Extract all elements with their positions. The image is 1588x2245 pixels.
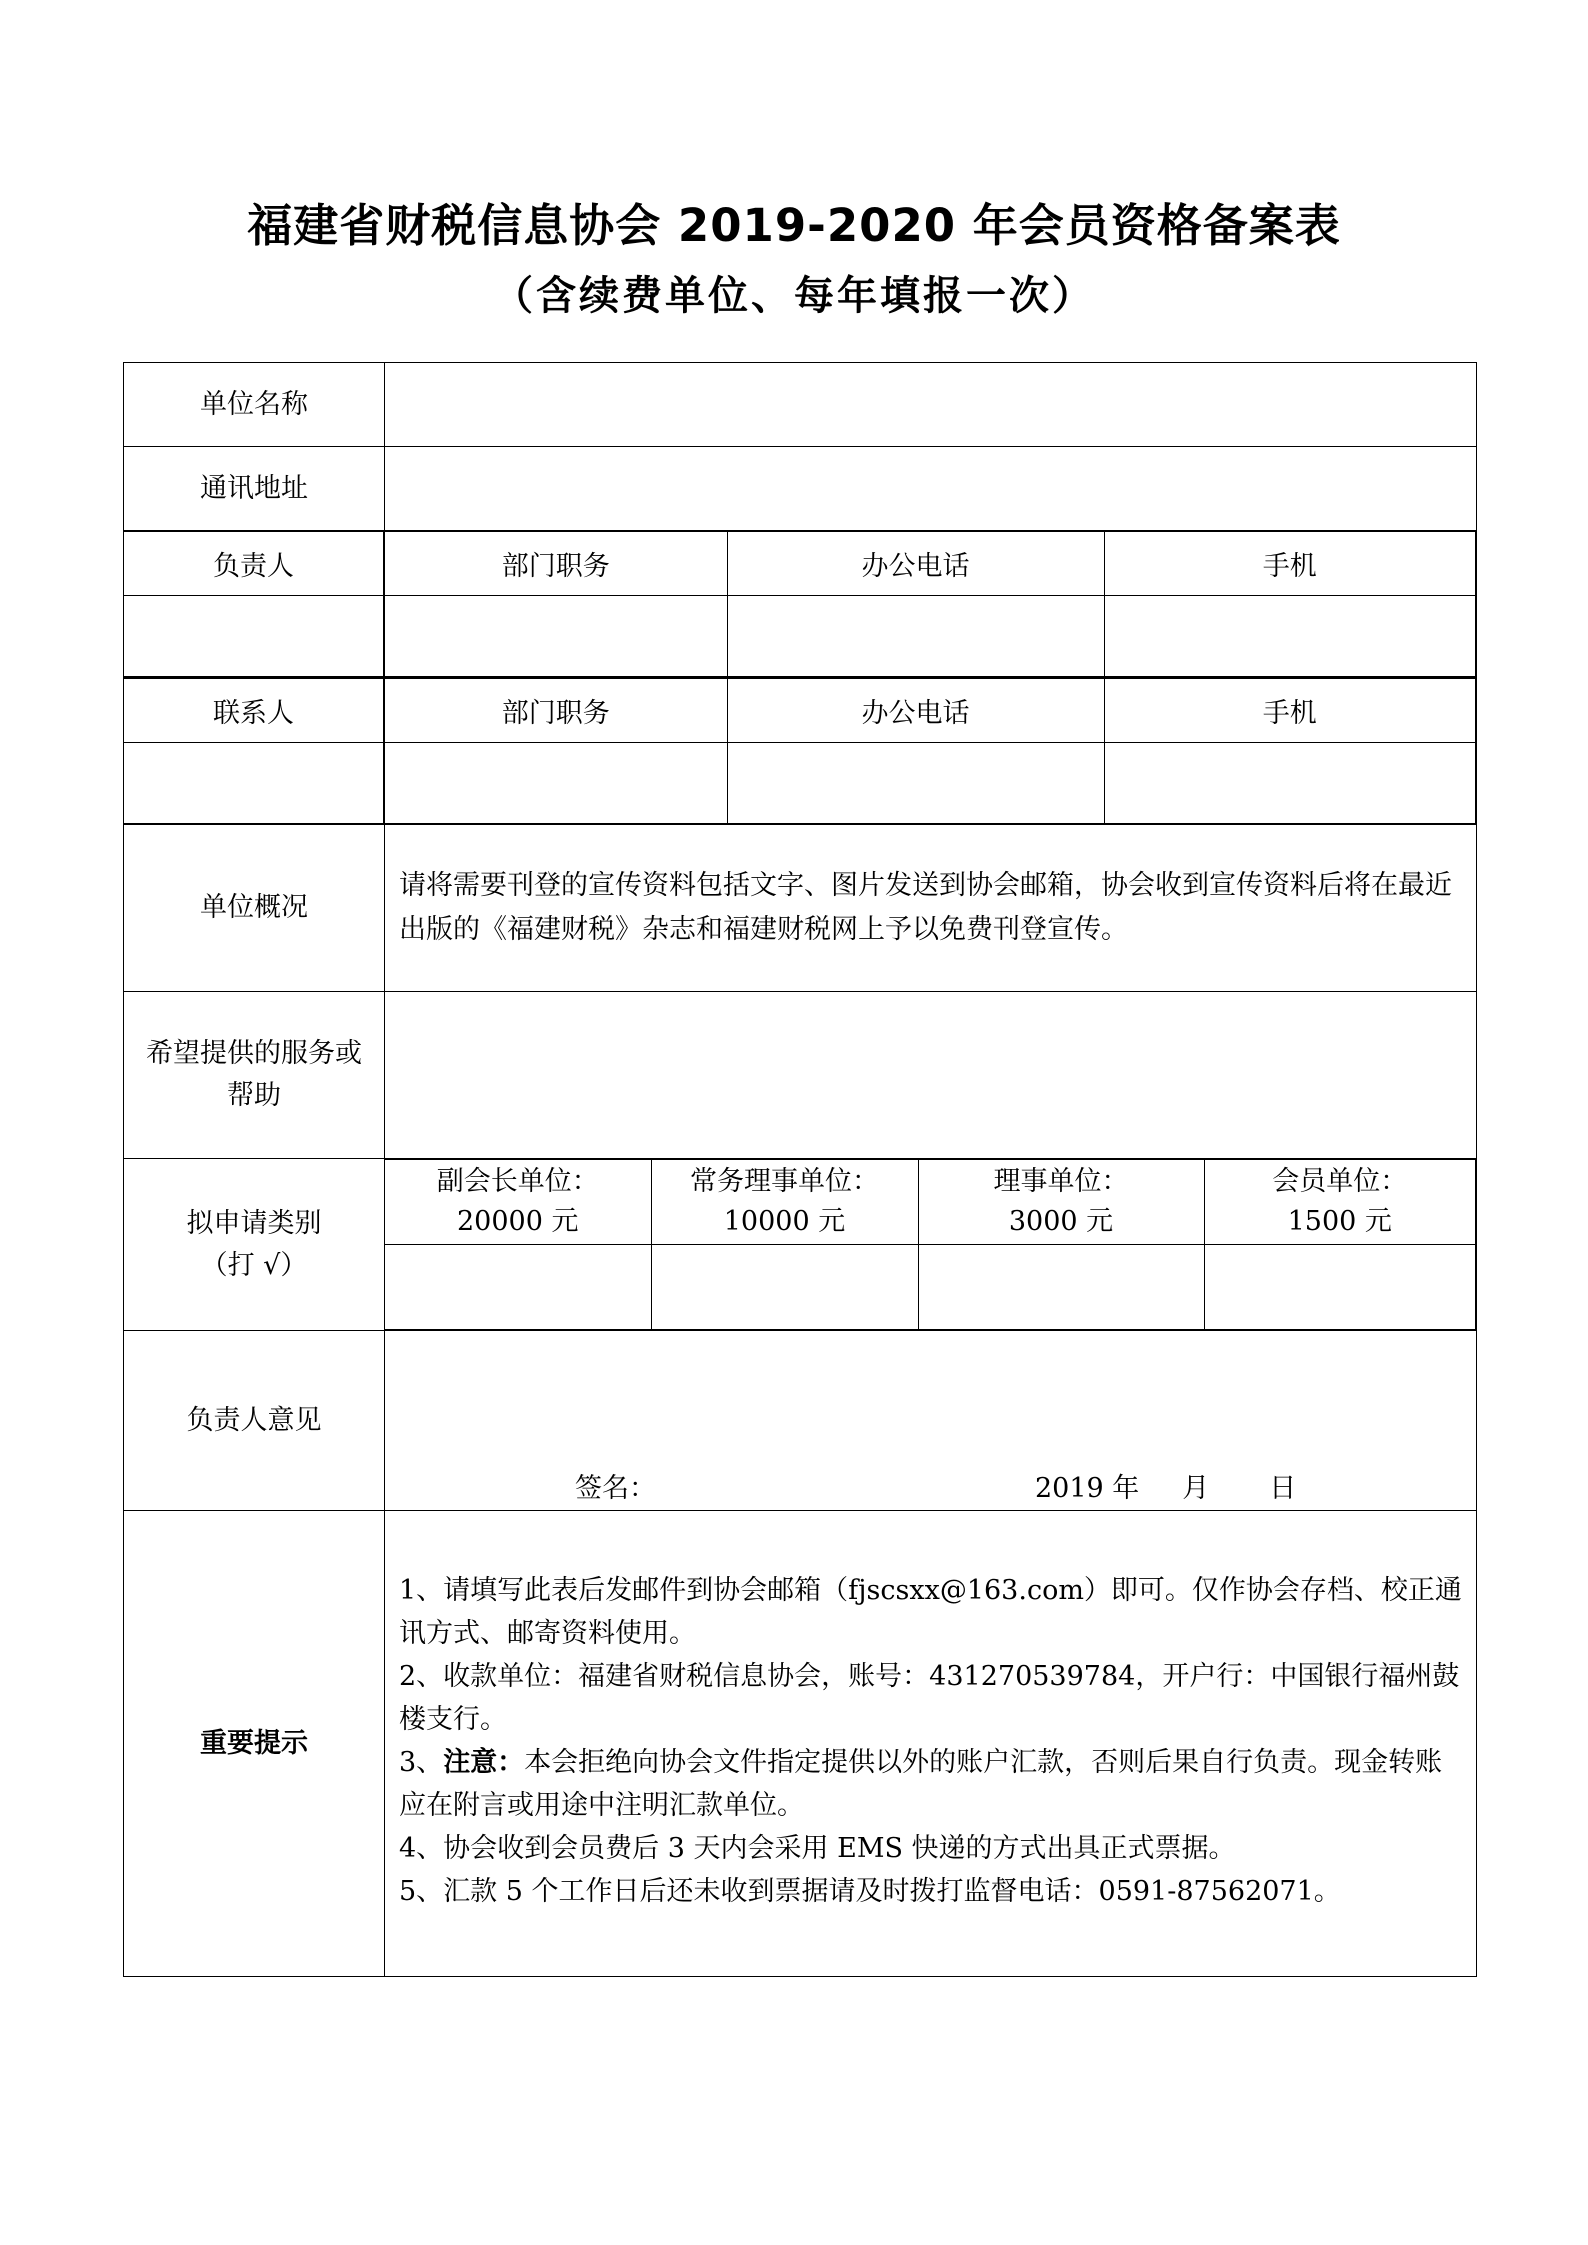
leader-name-field[interactable]: [124, 596, 384, 677]
unit-name-label: 单位名称: [124, 363, 385, 447]
tip-item: 5、汇款 5 个工作日后还未收到票据请及时拨打监督电话：0591-87562071。: [399, 1876, 1341, 1907]
category-option-member: [1204, 1160, 1476, 1245]
category-label-line1: 拟申请类别: [186, 1207, 322, 1239]
tip-item: 4、协会收到会员费后 3 天内会采用 EMS 快递的方式出具正式票据。: [399, 1833, 1236, 1864]
category-option-name: 常务理事单位：: [690, 1166, 879, 1197]
contact-mobile-field[interactable]: [1104, 743, 1476, 824]
leader-mobile-label: 手机: [1104, 532, 1476, 596]
leader-info-table: [385, 531, 1476, 677]
tip-item: 2、收款单位：福建省财税信息协会，账号：431270539784，开户行：中国银行福州鼓楼支行。: [399, 1661, 1460, 1735]
tip-item: 1、请填写此表后发邮件到协会邮箱（fjscsxx@163.com）即可。仅作协会存档、校正通讯方式、邮寄资料使用。: [399, 1575, 1462, 1649]
category-option-name: 理事单位：: [993, 1166, 1129, 1197]
page-title: 福建省财税信息协会 2019-2020 年会员资格备案表: [247, 199, 1341, 252]
tip-notice-emphasis: 注意：: [443, 1747, 525, 1778]
signature-date: 2019 年 月 日: [1035, 1473, 1297, 1504]
registration-form-table: [123, 362, 1477, 1977]
overview-text[interactable]: 请将需要刊登的宣传资料包括文字、图片发送到协会邮箱，协会收到宣传资料后将在最近出版的《福建财税》杂志和福建财税网上予以免费刊登宣传。: [385, 825, 1477, 992]
category-option-fee: 20000 元: [457, 1206, 579, 1237]
contact-dept-label: 部门职务: [385, 679, 727, 743]
contact-phone-label: 办公电话: [727, 679, 1104, 743]
overview-label: 单位概况: [124, 825, 385, 992]
category-option-fee: 10000 元: [723, 1206, 846, 1237]
service-label: [124, 992, 385, 1159]
leader-dept-label: 部门职务: [385, 532, 727, 596]
address-label: 通讯地址: [124, 447, 385, 531]
service-field[interactable]: [385, 992, 1477, 1159]
contact-phone-field[interactable]: [727, 743, 1104, 824]
tip-text: 本会拒绝向协会文件指定提供以外的账户汇款，否则后果自行负责。现金转账应在附言或用途中注明汇款单位。: [399, 1747, 1443, 1821]
contact-label: 联系人: [124, 679, 384, 743]
category-check-vice-president[interactable]: [385, 1245, 651, 1330]
unit-name-field[interactable]: [385, 363, 1477, 447]
opinion-field[interactable]: [385, 1331, 1477, 1511]
category-option-name: 副会长单位：: [436, 1166, 599, 1197]
category-option-director: [918, 1160, 1204, 1245]
opinion-label: 负责人意见: [124, 1331, 385, 1511]
category-check-director[interactable]: [918, 1245, 1204, 1330]
tips-label: 重要提示: [124, 1511, 385, 1977]
leader-dept-field[interactable]: [385, 596, 727, 677]
tip-number: 3、: [399, 1747, 444, 1778]
category-check-member[interactable]: [1204, 1245, 1476, 1330]
contact-name-field[interactable]: [124, 743, 384, 824]
category-options-table: [385, 1159, 1476, 1330]
category-label: [124, 1159, 385, 1331]
leader-phone-field[interactable]: [727, 596, 1104, 677]
leader-label: 负责人: [124, 532, 384, 596]
tips-content: [385, 1511, 1477, 1977]
contact-mobile-label: 手机: [1104, 679, 1476, 743]
contact-label-column: [124, 678, 384, 824]
category-check-executive-director[interactable]: [651, 1245, 918, 1330]
page-subtitle: （含续费单位、每年填报一次）: [493, 273, 1095, 319]
signature-label: 签名：: [575, 1473, 656, 1504]
category-option-executive-director: [651, 1160, 918, 1245]
category-option-name: 会员单位：: [1272, 1166, 1408, 1197]
tip-item: [399, 1741, 1462, 1827]
leader-mobile-field[interactable]: [1104, 596, 1476, 677]
contact-info-table: [385, 678, 1476, 824]
leader-phone-label: 办公电话: [727, 532, 1104, 596]
category-option-vice-president: [385, 1160, 651, 1245]
service-label-line2: 帮助: [227, 1080, 281, 1111]
leader-label-column: [124, 531, 384, 677]
signature-row: [385, 1466, 1476, 1506]
category-label-line2: （打 √）: [200, 1249, 308, 1281]
category-option-fee: 1500 元: [1287, 1206, 1392, 1237]
address-field[interactable]: [385, 447, 1477, 531]
contact-dept-field[interactable]: [385, 743, 727, 824]
category-option-fee: 3000 元: [1008, 1206, 1114, 1237]
service-label-line1: 希望提供的服务或: [146, 1038, 362, 1069]
